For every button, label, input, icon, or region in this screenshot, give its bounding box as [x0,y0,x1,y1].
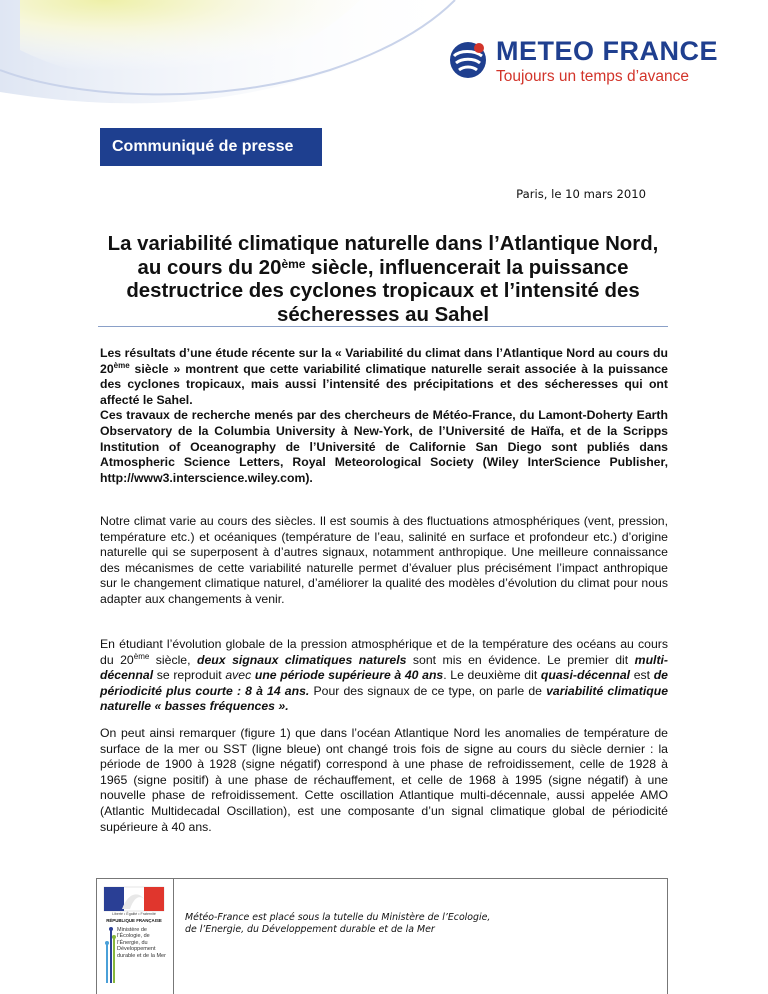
headline-line-2b: siècle, influencerait la puissance [305,256,629,279]
header-swoosh [0,0,470,140]
p2-text: siècle, [149,652,198,667]
brand-tagline: Toujours un temps d’avance [496,68,690,85]
gov-ministry: Ministère de l’Écologie, de l’Énergie, du Développement durable et de la Mer [117,927,166,959]
p2-emphasis: multi-décennal [100,652,669,683]
p2-text: se reproduit [153,668,226,683]
p2-text: . Le deuxième dit [443,668,541,683]
headline-divider [98,326,668,327]
intro-text-a: Les résultats d’une étude récente sur la « Variabilité du climat dans l’Atlantique Nord au cours du 20 [100,346,668,376]
intro-paragraph [100,346,668,486]
headline-line-2a: au cours du 20 [137,256,282,279]
footer-box [96,878,668,994]
brand-name: METEO FRANCE [496,36,718,66]
meteo-france-emblem-icon [448,40,488,80]
headline-superscript: ème [281,256,306,271]
body-paragraph-1: Notre climat varie au cours des siècles. Il est soumis à des fluctuations atmosphériques (vent, pression, température etc.) et océaniques (température de l’eau, salinité en surface et profondeur etc.) d’origine naturelle qui se superposent à d’autres signaux, notamment anthropique. Une meilleure connaissance des mécanismes de cette variabilité naturelle permet d’évaluer plus précisément l’impact anthropique sur le changement climatique naturel, d’améliorer la qualité des modèles d’évolution du climat pour nous adapter aux changements à venir. [100,514,668,606]
p2-emphasis: deux signaux climatiques naturels [197,652,407,667]
body-paragraph-3: On peut ainsi remarquer (figure 1) que dans l’océan Atlantique Nord les anomalies de température de surface de la mer ou SST (ligne bleue) ont changé trois fois de signe au cours du siècle dernier : la période de 1900 à 1928 (signe négatif) correspond à une phase de refroidissement, celle de 1928 à 1965 (signe positif) à une phase de réchauffement, et celle de 1968 à 1995 (signe négatif) à une nouvelle phase de refroidissement. Cette oscillation Atlantique multi-décennale, aussi appelée AMO (Atlantic Multidecadal Oscillation), est une composante d’un signal climatique global de périodicité supérieure à 40 ans. [100,726,668,834]
intro-superscript: ème [113,360,130,370]
p2-emphasis: une période supérieure à 40 ans [254,668,444,683]
footer-line-2: de l’Energie, du Développement durable et de la Mer [185,924,435,935]
press-release-label: Communiqué de presse [100,128,322,166]
headline [98,233,668,327]
gov-motto: Liberté • Égalité • Fraternité [112,912,156,916]
p2-emphasis: variabilité climatique naturelle « basses fréquences ». [100,683,669,714]
headline-line-4: sécheresses au Sahel [277,303,489,326]
gov-republic: RÉPUBLIQUE FRANÇAISE [106,918,162,923]
p2-emphasis: de périodicité plus courte : 8 à 14 ans. [100,668,668,698]
headline-line-3: destructrice des cyclones tropicaux et l’intensité des [126,280,640,302]
dateline: Paris, le 10 mars 2010 [516,187,646,201]
p2-text: Pour des signaux de ce type, on parle de [309,683,547,698]
p2-text: est [630,668,654,683]
footer-divider [173,878,174,994]
meteo-france-logo [448,38,718,86]
p2-text: sont mis en évidence. Le premier dit [406,652,635,667]
p2-text: En étudiant l’évolution globale de la pression atmosphérique et de la température des océans au cours du 20 [100,637,668,667]
footer-note [185,912,655,936]
intro-text-b: siècle » montrent que cette variabilité climatique naturelle serait associée à la puissance des cyclones tropicaux, mais aussi l’intensité des précipitations et des sécheresses qui ont affecté le Sahel. [100,361,668,407]
intro-text-c: Ces travaux de recherche menés par des chercheurs de Météo-France, du Lamont-Doherty Earth Observatory de la Columbia University à New-York, de l’Université de Haïfa, et de la Scripps Institution of Oceanography de l’Université de Californie San Diego sont publiés dans Atmospheric Science Letters, Royal Meteorological Society (Wiley InterScience Publisher, http://www3.interscience.wiley.com). [100,408,668,485]
headline-line-1: La variabilité climatique naturelle dans l’Atlantique Nord, [107,233,659,255]
p2-italic: avec [225,668,252,683]
body-paragraph-2 [100,637,668,715]
p2-emphasis: quasi-décennal [540,668,631,683]
footer-line-1: Météo-France est placé sous la tutelle du Ministère de l’Ecologie, [185,912,491,923]
p2-superscript: ème [133,651,150,661]
